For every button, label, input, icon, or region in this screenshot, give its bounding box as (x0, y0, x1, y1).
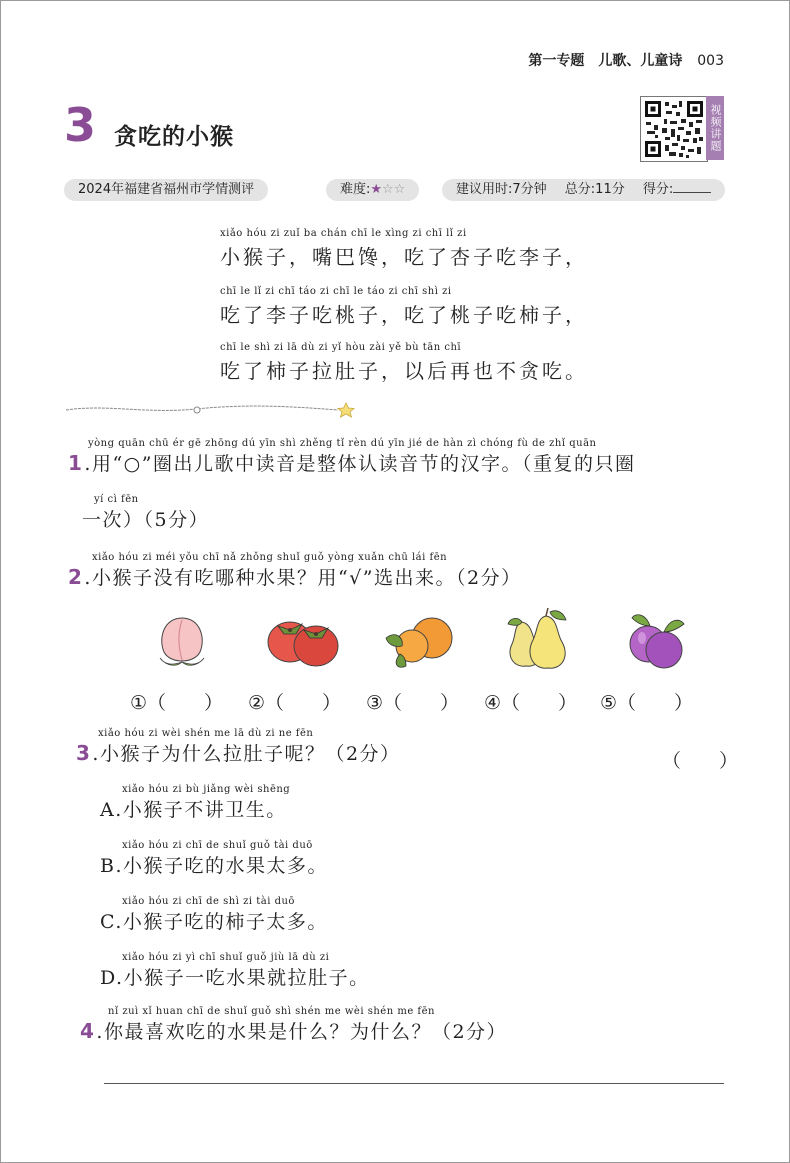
choice-1[interactable]: ①（ ） (130, 692, 224, 714)
lesson-title: 贪吃的小猴 (114, 124, 234, 150)
score-blank[interactable] (673, 180, 711, 193)
choice-3[interactable]: ③（ ） (366, 692, 460, 714)
question-1 (68, 438, 635, 532)
pear-icon (500, 608, 576, 672)
q2-pinyin: xiǎo hóu zi méi yǒu chī nǎ zhǒng shuǐ guǒ yòng xuǎn chū lái fēn (92, 552, 448, 563)
plum-icon (620, 608, 692, 672)
difficulty-pill (326, 179, 419, 201)
q2-text: .小猴子没有吃哪种水果？用“√”选出来。（2分） (84, 567, 522, 589)
source-pill: 2024年福建省福州市学情测评 (64, 179, 268, 201)
time-score-pill (442, 179, 725, 201)
q4-pinyin: nǐ zuì xǐ huan chī de shuǐ guǒ shì shén me wèi shén me fēn (108, 1006, 435, 1017)
choice-4[interactable]: ④（ ） (484, 692, 578, 714)
decorative-divider (66, 400, 366, 424)
question-number: 4 (80, 1019, 96, 1043)
option-pinyin: xiǎo hóu zi bù jiǎng wèi shēng (122, 784, 291, 795)
peach-icon (150, 608, 214, 672)
q3-answer-paren[interactable]: （ ） (662, 750, 739, 772)
difficulty-label: 难度: (340, 182, 371, 197)
score-label: 得分: (642, 182, 674, 197)
option-pinyin: xiǎo hóu zi yì chī shuǐ guǒ jiù lā dù zi (122, 952, 330, 963)
question-2 (68, 552, 522, 590)
q4-text: .你最喜欢吃的水果是什么？为什么？（2分） (96, 1021, 508, 1043)
q1-text-2: 一次）（5分） (82, 509, 210, 531)
q3-option-d[interactable] (100, 952, 370, 990)
poem-pinyin: xiǎo hóu zi zuǐ ba chán chī le xìng zi chī lǐ zi (220, 228, 467, 239)
total-score: 总分:11分 (564, 182, 625, 197)
q3-option-b[interactable] (100, 840, 328, 878)
question-number: 2 (68, 565, 84, 589)
option-pinyin: xiǎo hóu zi chī de shuǐ guǒ tài duō (122, 840, 313, 851)
page-number: 003 (697, 53, 724, 69)
option-pinyin: xiǎo hóu zi chī de shì zi tài duō (122, 896, 295, 907)
q1-text-1: .用“○”圈出儿歌中读音是整体认读音节的汉字。（重复的只圈 (84, 453, 636, 475)
section-title: 第一专题 儿歌、儿童诗 (528, 53, 683, 69)
lesson-number: 3 (64, 98, 97, 152)
fruit-pictures (140, 608, 700, 672)
question-4 (68, 1006, 507, 1044)
orange-icon (382, 608, 456, 672)
question-3 (68, 728, 401, 766)
question-number: 3 (76, 741, 92, 765)
option-text: A.小猴子不讲卫生。 (100, 799, 287, 821)
poem-pinyin: chī le shì zi lā dù zi yǐ hòu zài yě bù tān chī (220, 342, 462, 353)
option-text: D.小猴子一吃水果就拉肚子。 (100, 967, 370, 989)
poem-text: 吃了李子吃桃子，吃了桃子吃柿子， (220, 303, 588, 327)
poem-pinyin: chī le lǐ zi chī táo zi chī le táo zi chī shì zi (220, 286, 452, 297)
qr-code-icon[interactable] (640, 96, 708, 162)
running-header (528, 50, 724, 70)
option-text: C.小猴子吃的柿子太多。 (100, 911, 328, 933)
q3-text: .小猴子为什么拉肚子呢？（2分） (92, 743, 401, 765)
suggested-time: 建议用时:7分钟 (456, 182, 547, 197)
q1-pinyin-2: yí cì fēn (94, 494, 139, 505)
poem-text: 吃了柿子拉肚子，以后再也不贪吃。 (220, 359, 588, 383)
star-empty-icon: ☆☆ (382, 182, 406, 197)
q3-pinyin: xiǎo hóu zi wèi shén me lā dù zi ne fēn (98, 728, 314, 739)
choice-2[interactable]: ②（ ） (248, 692, 342, 714)
video-explain-tag[interactable]: 视频讲题 (706, 96, 724, 160)
poem-line-1 (220, 228, 588, 270)
question-number: 1 (68, 451, 84, 475)
star-filled-icon: ★ (370, 182, 383, 197)
poem-text: 小猴子，嘴巴馋，吃了杏子吃李子， (220, 245, 588, 269)
q3-option-a[interactable] (100, 784, 290, 822)
q4-answer-line[interactable] (104, 1083, 724, 1084)
q3-option-c[interactable] (100, 896, 328, 934)
info-bar (64, 179, 724, 201)
q1-pinyin-1: yòng quān chū ér gē zhōng dú yīn shì zhěng tǐ rèn dú yīn jié de hàn zì chóng fù de zhǐ quān (88, 438, 597, 449)
option-text: B.小猴子吃的水果太多。 (100, 855, 329, 877)
poem-line-2 (220, 286, 588, 328)
persimmon-icon (264, 608, 340, 672)
choice-5[interactable]: ⑤（ ） (600, 692, 694, 714)
poem-line-3 (220, 342, 588, 384)
